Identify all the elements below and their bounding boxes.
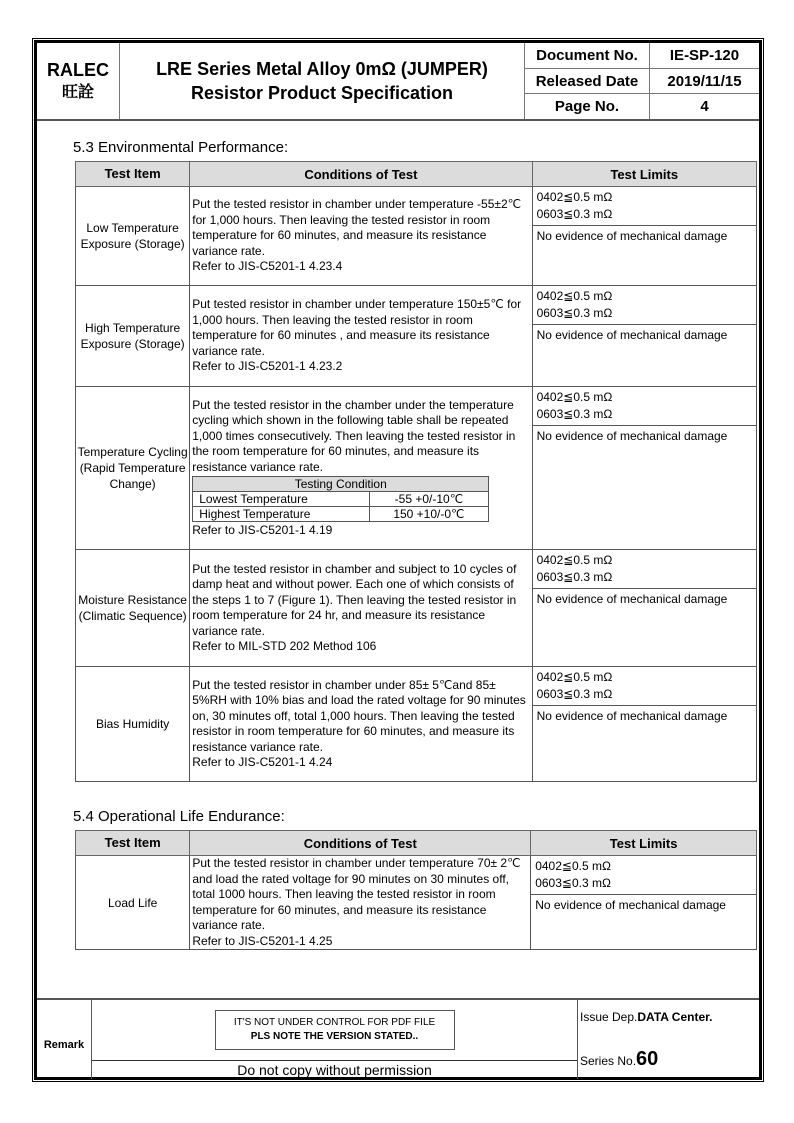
col-header-test-item: Test Item <box>76 831 190 856</box>
meta-value: 4 <box>700 98 709 116</box>
limit-mechanical: No evidence of mechanical damage <box>536 429 728 443</box>
environmental-performance-table <box>75 161 757 782</box>
notice-line-2: PLS NOTE THE VERSION STATED.. <box>250 1031 419 1042</box>
test-item: Low Temperature Exposure (Storage) <box>76 187 190 286</box>
test-limits <box>532 387 756 550</box>
page-frame <box>34 40 762 1080</box>
resistance-limits <box>533 187 756 226</box>
resistance-limits <box>533 387 756 426</box>
testing-condition-row <box>193 492 489 507</box>
company-name-zh: 旺詮 <box>61 82 94 101</box>
limit-mechanical: No evidence of mechanical damage <box>536 328 728 342</box>
company-logo <box>37 43 120 119</box>
issue-department <box>580 1010 713 1024</box>
test-conditions <box>190 187 532 286</box>
section-title-operational-life: 5.4 Operational Life Endurance: <box>73 808 285 825</box>
table-header-row <box>76 162 757 187</box>
reference-text: Refer to JIS-C5201-1 4.24 <box>192 755 333 769</box>
remark-label: Remark <box>37 1000 92 1079</box>
document-header <box>37 43 759 121</box>
test-item: Moisture Resistance (Climatic Sequence) <box>76 550 190 667</box>
testing-condition-title: Testing Condition <box>193 477 489 492</box>
limit-0402: 0402≦0.5 mΩ <box>535 859 611 873</box>
test-item: Load Life <box>76 856 190 950</box>
table-row <box>76 550 757 667</box>
operational-life-table <box>75 830 757 950</box>
issue-label: Issue Dep. <box>580 1010 638 1024</box>
test-limits <box>532 187 756 286</box>
meta-page-no <box>525 94 759 119</box>
meta-value: 2019/11/15 <box>667 72 742 90</box>
test-item: High Temperature Exposure (Storage) <box>76 286 190 387</box>
reference-text: Refer to JIS-C5201-1 4.23.2 <box>192 359 343 374</box>
reference-text: Refer to MIL-STD 202 Method 106 <box>192 639 377 653</box>
pdf-control-notice <box>215 1010 455 1050</box>
meta-document-no <box>525 43 759 69</box>
footer-middle <box>92 1000 578 1079</box>
test-limits <box>532 667 756 782</box>
test-limits <box>532 550 756 667</box>
limit-mechanical: No evidence of mechanical damage <box>536 592 728 606</box>
condition-value: 150 +10/-0℃ <box>369 507 489 522</box>
condition-label: Lowest Temperature <box>193 492 369 507</box>
limit-0603: 0603≦0.3 mΩ <box>536 306 613 320</box>
table-row <box>76 667 757 782</box>
issue-value: DATA Center. <box>637 1010 713 1024</box>
meta-label: Page No. <box>525 94 650 119</box>
company-name-en: RALEC <box>47 60 109 80</box>
meta-value: IE-SP-120 <box>669 46 740 64</box>
table-row <box>76 856 757 950</box>
document-footer <box>37 998 759 1079</box>
col-header-conditions: Conditions of Test <box>190 831 531 856</box>
condition-label: Highest Temperature <box>193 507 369 522</box>
limit-mechanical: No evidence of mechanical damage <box>536 709 728 723</box>
test-item: Bias Humidity <box>76 667 190 782</box>
series-label: Series No. <box>580 1054 637 1068</box>
resistance-limits <box>531 856 756 895</box>
footer-issue-info <box>578 1000 759 1079</box>
meta-label: Released Date <box>525 69 650 94</box>
col-header-limits: Test Limits <box>532 162 756 187</box>
meta-released-date <box>525 69 759 95</box>
test-conditions <box>190 856 531 950</box>
conditions-text: Put the tested resistor in the chamber under the temperature cycling which shown in the following table shall be repeated 1,000 times consecutively. Then leaving the tested resistor in the room temperature for 60 minutes, and measure its resistance variance rate. <box>192 397 516 474</box>
section-title-environmental: 5.3 Environmental Performance: <box>73 139 289 156</box>
series-number <box>580 1048 658 1071</box>
test-item: Temperature Cycling (Rapid Temperature Change) <box>76 387 190 550</box>
test-conditions <box>190 550 532 667</box>
test-conditions <box>190 286 532 387</box>
title-line-1: LRE Series Metal Alloy 0mΩ (JUMPER) <box>156 59 488 79</box>
limit-0402: 0402≦0.5 mΩ <box>536 190 613 204</box>
title-line-2: Resistor Product Specification <box>190 83 454 103</box>
test-limits <box>531 856 757 950</box>
col-header-test-item: Test Item <box>76 162 190 187</box>
testing-condition-table <box>192 476 489 522</box>
limit-0603: 0603≦0.3 mΩ <box>535 876 611 890</box>
conditions-text: Put the tested resistor in chamber and subject to 10 cycles of damp heat and without power. Each one of which consists of the steps 1 to 7 (Figure 1). Then leaving the tested resistor in room temperature for 24 hr, and measure its resistance variance rate. <box>192 561 517 638</box>
limit-mechanical: No evidence of mechanical damage <box>536 229 728 243</box>
notice-line-1: IT'S NOT UNDER CONTROL FOR PDF FILE <box>233 1017 436 1028</box>
test-limits <box>532 286 756 387</box>
meta-label: Document No. <box>525 43 650 68</box>
limit-0402: 0402≦0.5 mΩ <box>536 390 613 404</box>
resistance-limits <box>533 286 756 325</box>
limit-0603: 0603≦0.3 mΩ <box>536 687 613 701</box>
series-value: 60 <box>636 1048 659 1070</box>
test-conditions <box>190 387 532 550</box>
limit-0402: 0402≦0.5 mΩ <box>536 289 613 303</box>
table-header-row <box>76 831 757 856</box>
conditions-text: Put the tested resistor in chamber under 85± 5℃and 85± 5%RH with 10% bias and load the rated voltage for 90 minutes on, 30 minutes off, total 1,000 hours. Then leaving the tested resistor in room temperature for 60 minutes, and measure its resistance variance rate. <box>192 677 526 754</box>
resistance-limits <box>533 667 756 706</box>
reference-text: Refer to JIS-C5201-1 4.25 <box>192 933 333 948</box>
table-row <box>76 286 757 387</box>
conditions-text: Put tested resistor in chamber under temperature 150±5℃ for 1,000 hours. Then leaving the tested resistor in room temperature for 60 minutes , and measure its resistance variance rate. <box>192 297 522 358</box>
limit-0603: 0603≦0.3 mΩ <box>536 207 613 221</box>
limit-mechanical: No evidence of mechanical damage <box>535 898 726 912</box>
limit-0603: 0603≦0.3 mΩ <box>536 570 613 584</box>
limit-0402: 0402≦0.5 mΩ <box>536 670 613 684</box>
conditions-text: Put the tested resistor in chamber under temperature -55±2℃ for 1,000 hours. Then leaving the tested resistor in room temperature for 60 minutes, and measure its resistance variance rate. <box>192 197 522 258</box>
reference-text: Refer to JIS-C5201-1 4.23.4 <box>192 259 343 274</box>
table-row <box>76 187 757 286</box>
condition-value: -55 +0/-10℃ <box>369 492 489 507</box>
limit-0603: 0603≦0.3 mΩ <box>536 407 613 421</box>
col-header-limits: Test Limits <box>531 831 757 856</box>
testing-condition-row <box>193 507 489 522</box>
limit-0402: 0402≦0.5 mΩ <box>536 553 613 567</box>
reference-text: Refer to JIS-C5201-1 4.19 <box>192 523 333 537</box>
conditions-text: Put the tested resistor in chamber under temperature 70± 2℃ and load the rated voltage for 90 minutes on 30 minutes off, total 1000 hours. Then leaving the tested resistor in room temperature for 60 minutes, and measure its resistance variance rate. <box>192 856 521 932</box>
table-row <box>76 387 757 550</box>
document-title <box>120 43 525 119</box>
copy-notice: Do not copy without permission <box>237 1062 432 1078</box>
resistance-limits <box>533 550 756 589</box>
footer-notice-area <box>92 1000 577 1061</box>
col-header-conditions: Conditions of Test <box>190 162 532 187</box>
document-meta <box>525 43 759 119</box>
test-conditions <box>190 667 532 782</box>
